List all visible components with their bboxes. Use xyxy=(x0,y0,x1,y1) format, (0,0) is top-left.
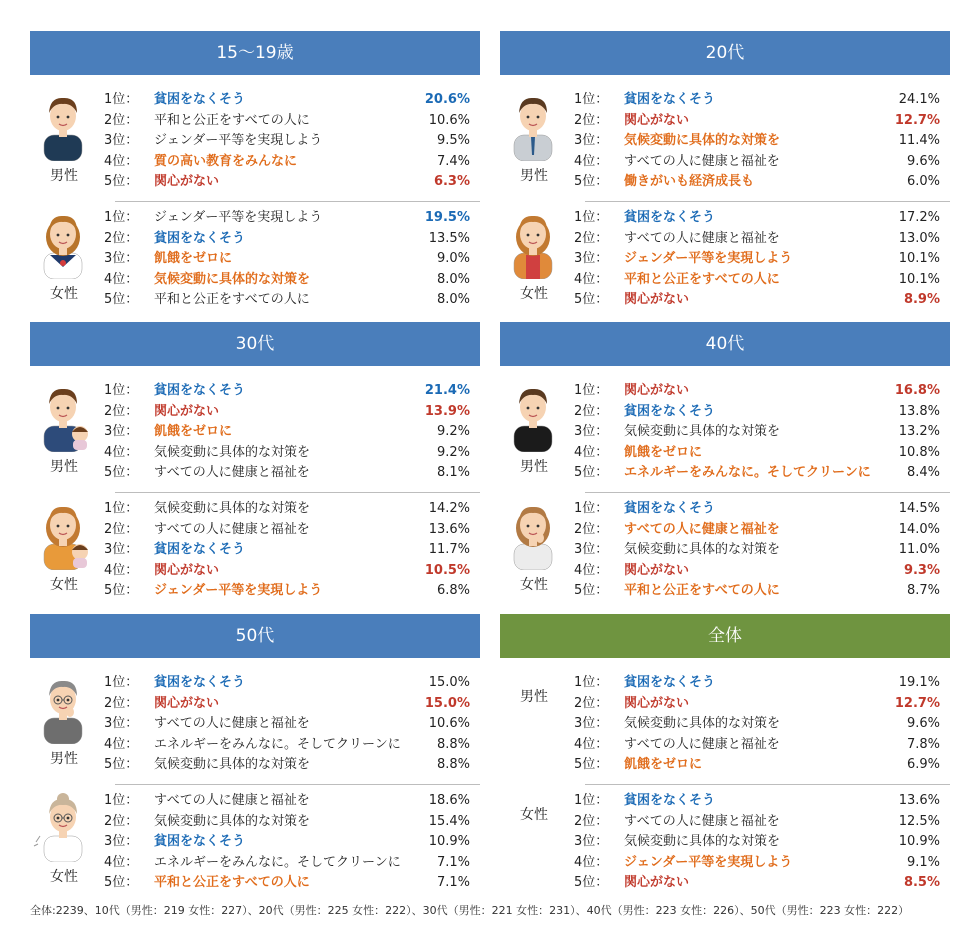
percent-value: 14.2% xyxy=(428,501,470,516)
gender-label: 女性 xyxy=(520,577,548,593)
goal-label: 関心がない xyxy=(624,875,690,891)
rank-label: 4位： xyxy=(104,271,139,287)
rank-label: 5位： xyxy=(574,875,609,891)
rank-label: 5位： xyxy=(104,583,139,599)
panel-title: 20代 xyxy=(500,31,950,75)
goal-label: 関心がない xyxy=(624,695,690,711)
rank-label: 1位： xyxy=(574,210,609,225)
male-group xyxy=(30,380,480,488)
rank-row xyxy=(500,539,950,560)
percent-value: 13.0% xyxy=(898,230,940,246)
goal-label: 気候変動に具体的な対策を xyxy=(624,133,781,149)
rank-label: 5位： xyxy=(574,465,609,481)
rank-row xyxy=(30,693,480,714)
rank-label: 4位： xyxy=(104,736,139,752)
rank-label: 1位： xyxy=(104,92,139,107)
rank-label: 4位： xyxy=(574,271,609,287)
female-group xyxy=(500,207,950,315)
rank-label: 4位： xyxy=(104,153,139,169)
goal-label: ジェンダー平等を実現しよう xyxy=(154,583,323,599)
panel-title: 30代 xyxy=(30,322,480,366)
goal-label: すべての人に健康と福祉を xyxy=(624,736,780,752)
rank-row xyxy=(30,151,480,172)
rank-label: 3位： xyxy=(104,542,139,558)
goal-label: 関心がない xyxy=(154,403,220,419)
goal-label: 気候変動に具体的な対策を xyxy=(154,813,311,829)
rank-row xyxy=(30,790,480,811)
percent-value: 9.2% xyxy=(436,444,470,460)
percent-value: 17.2% xyxy=(898,210,940,225)
rank-label: 2位： xyxy=(104,112,139,128)
rank-row xyxy=(30,852,480,873)
percent-value: 9.2% xyxy=(436,424,470,440)
goal-label: 気候変動に具体的な対策を xyxy=(624,424,781,440)
rank-row xyxy=(500,401,950,422)
rank-label: 3位： xyxy=(574,424,609,440)
rank-label: 2位： xyxy=(104,813,139,829)
rank-row xyxy=(500,734,950,755)
percent-value: 8.8% xyxy=(436,757,470,773)
percent-value: 11.7% xyxy=(428,542,470,558)
gender-label: 男性 xyxy=(50,751,78,767)
gender-label: 男性 xyxy=(50,459,78,475)
goal-label: エネルギーをみんなに。そしてクリーンに xyxy=(154,854,401,870)
percent-value: 9.1% xyxy=(906,854,940,870)
goal-label: 飢餓をゼロに xyxy=(154,424,233,440)
goal-label: 平和と公正をすべての人に xyxy=(154,875,310,891)
rank-row xyxy=(30,872,480,893)
percent-value: 8.7% xyxy=(906,583,940,599)
goal-label: 貧困をなくそう xyxy=(624,92,716,107)
percent-value: 13.9% xyxy=(424,403,470,419)
goal-label: ジェンダー平等を実現しよう xyxy=(154,133,323,149)
percent-value: 7.1% xyxy=(436,875,470,891)
gender-label: 男性 xyxy=(50,168,78,184)
goal-label: 関心がない xyxy=(624,562,690,578)
rank-label: 2位： xyxy=(574,230,609,246)
rank-row xyxy=(30,380,480,401)
percent-value: 12.7% xyxy=(894,695,940,711)
percent-value: 15.0% xyxy=(428,675,470,690)
goal-label: ジェンダー平等を実現しよう xyxy=(624,854,793,870)
percent-value: 8.8% xyxy=(436,736,470,752)
rank-row xyxy=(500,872,950,893)
rank-row xyxy=(500,462,950,483)
goal-label: 質の高い教育をみんなに xyxy=(154,153,298,169)
goal-label: 飢餓をゼロに xyxy=(624,757,703,773)
goal-label: ジェンダー平等を実現しよう xyxy=(624,251,793,267)
rank-label: 5位： xyxy=(104,174,139,190)
rank-row xyxy=(30,289,480,310)
rank-row xyxy=(500,852,950,873)
goal-label: 飢餓をゼロに xyxy=(154,251,233,267)
rank-row xyxy=(30,462,480,483)
group-divider xyxy=(585,784,950,785)
goal-label: 気候変動に具体的な対策を xyxy=(154,757,311,773)
percent-value: 7.4% xyxy=(436,153,470,169)
rank-label: 4位： xyxy=(574,562,609,578)
rank-label: 2位： xyxy=(104,230,139,246)
percent-value: 7.8% xyxy=(906,736,940,752)
rank-row xyxy=(500,89,950,110)
rank-label: 4位： xyxy=(574,153,609,169)
rank-row xyxy=(500,110,950,131)
rank-label: 1位： xyxy=(104,501,139,516)
goal-label: 関心がない xyxy=(624,383,690,398)
percent-value: 15.0% xyxy=(424,695,470,711)
rank-row xyxy=(30,89,480,110)
rank-label: 1位： xyxy=(104,675,139,690)
rank-row xyxy=(500,171,950,192)
rank-label: 3位： xyxy=(574,133,609,149)
goal-label: 気候変動に具体的な対策を xyxy=(624,542,781,558)
rank-row xyxy=(500,380,950,401)
rank-row xyxy=(30,560,480,581)
male-group xyxy=(500,89,950,197)
goal-label: 気候変動に具体的な対策を xyxy=(154,444,311,460)
rank-label: 1位： xyxy=(104,383,139,398)
rank-label: 1位： xyxy=(104,210,139,225)
goal-label: すべての人に健康と福祉を xyxy=(624,521,780,537)
male-group xyxy=(30,672,480,780)
group-divider xyxy=(115,784,480,785)
goal-label: 貧困をなくそう xyxy=(624,501,716,516)
rank-row xyxy=(30,401,480,422)
rank-row xyxy=(30,811,480,832)
rank-row xyxy=(30,519,480,540)
gender-label: 女性 xyxy=(520,286,548,302)
rank-label: 5位： xyxy=(104,465,139,481)
female-group xyxy=(500,498,950,606)
rank-row xyxy=(500,811,950,832)
percent-value: 6.0% xyxy=(906,174,940,190)
percent-value: 6.8% xyxy=(436,583,470,599)
rank-row xyxy=(30,228,480,249)
rank-label: 1位： xyxy=(574,92,609,107)
ranking-panel xyxy=(30,31,480,315)
percent-value: 11.0% xyxy=(898,542,940,558)
rank-row xyxy=(500,269,950,290)
rank-row xyxy=(30,672,480,693)
rank-row xyxy=(500,130,950,151)
rank-row xyxy=(500,207,950,228)
group-divider xyxy=(585,201,950,202)
rank-label: 3位： xyxy=(104,424,139,440)
gender-label: 男性 xyxy=(520,168,548,184)
goal-label: 平和と公正をすべての人に xyxy=(154,292,310,308)
percent-value: 8.0% xyxy=(436,271,470,287)
goal-label: エネルギーをみんなに。そしてクリーンに xyxy=(624,465,871,481)
ranking-panel xyxy=(500,31,950,315)
percent-value: 6.9% xyxy=(906,757,940,773)
percent-value: 10.9% xyxy=(428,834,470,850)
rank-row xyxy=(30,442,480,463)
gender-label: 女性 xyxy=(50,577,78,593)
rank-label: 4位： xyxy=(104,562,139,578)
goal-label: 平和と公正をすべての人に xyxy=(624,271,780,287)
rank-label: 3位： xyxy=(104,716,139,732)
rank-label: 3位： xyxy=(574,251,609,267)
rank-label: 2位： xyxy=(104,695,139,711)
rank-label: 1位： xyxy=(574,383,609,398)
percent-value: 10.6% xyxy=(428,112,470,128)
goal-label: 平和と公正をすべての人に xyxy=(154,112,310,128)
rank-row xyxy=(30,248,480,269)
goal-label: 飢餓をゼロに xyxy=(624,444,703,460)
percent-value: 13.6% xyxy=(898,793,940,808)
female-group xyxy=(500,790,950,898)
percent-value: 9.3% xyxy=(903,562,940,578)
female-group xyxy=(30,207,480,315)
rank-label: 4位： xyxy=(574,736,609,752)
rank-label: 5位： xyxy=(574,292,609,308)
rank-label: 5位： xyxy=(104,292,139,308)
rank-label: 3位： xyxy=(104,834,139,850)
gender-label: 女性 xyxy=(50,869,78,885)
rank-row xyxy=(500,790,950,811)
rank-label: 5位： xyxy=(574,757,609,773)
goal-label: 気候変動に具体的な対策を xyxy=(624,834,781,850)
goal-label: 貧困をなくそう xyxy=(154,383,246,398)
female-group xyxy=(30,790,480,898)
percent-value: 24.1% xyxy=(898,92,940,107)
goal-label: すべての人に健康と福祉を xyxy=(154,793,310,808)
percent-value: 19.1% xyxy=(898,675,940,690)
percent-value: 10.1% xyxy=(898,251,940,267)
percent-value: 20.6% xyxy=(424,92,470,107)
goal-label: ジェンダー平等を実現しよう xyxy=(154,210,323,225)
rank-row xyxy=(30,269,480,290)
percent-value: 9.6% xyxy=(906,716,940,732)
goal-label: 貧困をなくそう xyxy=(154,92,246,107)
percent-value: 10.8% xyxy=(898,444,940,460)
rank-label: 5位： xyxy=(574,174,609,190)
rank-label: 2位： xyxy=(574,112,609,128)
goal-label: 関心がない xyxy=(154,562,220,578)
rank-row xyxy=(30,754,480,775)
goal-label: 働きがいも経済成長も xyxy=(624,174,755,190)
percent-value: 6.3% xyxy=(433,174,470,190)
percent-value: 8.5% xyxy=(903,875,940,891)
rank-row xyxy=(500,831,950,852)
percent-value: 9.5% xyxy=(436,133,470,149)
rank-row xyxy=(500,580,950,601)
ranking-panel xyxy=(500,614,950,898)
goal-label: 貧困をなくそう xyxy=(624,210,716,225)
rank-row xyxy=(30,580,480,601)
male-group xyxy=(500,672,950,780)
female-group xyxy=(30,498,480,606)
rank-label: 5位： xyxy=(574,583,609,599)
rank-row xyxy=(500,693,950,714)
rank-label: 4位： xyxy=(104,444,139,460)
percent-value: 10.9% xyxy=(898,834,940,850)
rank-label: 2位： xyxy=(104,521,139,537)
rank-label: 4位： xyxy=(574,444,609,460)
percent-value: 14.0% xyxy=(898,521,940,537)
percent-value: 13.2% xyxy=(898,424,940,440)
percent-value: 21.4% xyxy=(424,383,470,398)
percent-value: 15.4% xyxy=(428,813,470,829)
rank-row xyxy=(30,734,480,755)
rank-row xyxy=(500,713,950,734)
rank-row xyxy=(500,560,950,581)
rank-label: 1位： xyxy=(574,501,609,516)
rank-row xyxy=(30,498,480,519)
ranking-panel xyxy=(30,614,480,898)
goal-label: 貧困をなくそう xyxy=(624,793,716,808)
rank-row xyxy=(500,442,950,463)
percent-value: 10.1% xyxy=(898,271,940,287)
rank-row xyxy=(500,519,950,540)
goal-label: すべての人に健康と福祉を xyxy=(154,716,310,732)
rank-row xyxy=(30,130,480,151)
goal-label: すべての人に健康と福祉を xyxy=(154,465,310,481)
goal-label: すべての人に健康と福祉を xyxy=(624,230,780,246)
goal-label: 平和と公正をすべての人に xyxy=(624,583,780,599)
percent-value: 10.5% xyxy=(424,562,470,578)
percent-value: 8.4% xyxy=(906,465,940,481)
panel-title: 15〜19歳 xyxy=(30,31,480,75)
rank-row xyxy=(500,289,950,310)
rank-label: 5位： xyxy=(104,875,139,891)
percent-value: 13.8% xyxy=(898,403,940,419)
rank-label: 2位： xyxy=(574,813,609,829)
goal-label: すべての人に健康と福祉を xyxy=(624,813,780,829)
panel-title: 40代 xyxy=(500,322,950,366)
percent-value: 18.6% xyxy=(428,793,470,808)
rank-row xyxy=(500,248,950,269)
gender-label: 女性 xyxy=(520,807,548,823)
gender-label: 女性 xyxy=(50,286,78,302)
percent-value: 13.6% xyxy=(428,521,470,537)
goal-label: エネルギーをみんなに。そしてクリーンに xyxy=(154,736,401,752)
rank-row xyxy=(500,421,950,442)
rank-row xyxy=(30,713,480,734)
goal-label: 関心がない xyxy=(624,112,690,128)
rank-label: 2位： xyxy=(104,403,139,419)
goal-label: 関心がない xyxy=(624,292,690,308)
rank-row xyxy=(30,207,480,228)
percent-value: 12.5% xyxy=(898,813,940,829)
rank-row xyxy=(30,171,480,192)
goal-label: 貧困をなくそう xyxy=(154,542,246,558)
rank-row xyxy=(500,228,950,249)
panel-title: 全体 xyxy=(500,614,950,658)
rank-label: 2位： xyxy=(574,521,609,537)
goal-label: 関心がない xyxy=(154,174,220,190)
percent-value: 16.8% xyxy=(894,383,940,398)
rank-label: 4位： xyxy=(104,854,139,870)
group-divider xyxy=(585,492,950,493)
goal-label: 貧困をなくそう xyxy=(624,675,716,690)
rank-label: 3位： xyxy=(104,251,139,267)
rank-label: 1位： xyxy=(574,675,609,690)
rank-row xyxy=(30,539,480,560)
rank-label: 4位： xyxy=(574,854,609,870)
percent-value: 11.4% xyxy=(898,133,940,149)
sample-size-footnote: 全体:2239、10代（男性：219 女性：227）、20代（男性：225 女性：222）、30代（男性：221 女性：231）、40代（男性：223 女性：226）、50代（男性：223 女性：222） xyxy=(30,904,910,917)
rank-label: 2位： xyxy=(574,403,609,419)
rank-row xyxy=(500,672,950,693)
rank-row xyxy=(500,498,950,519)
ranking-panel xyxy=(30,322,480,606)
rank-label: 2位： xyxy=(574,695,609,711)
rank-label: 5位： xyxy=(104,757,139,773)
goal-label: 気候変動に具体的な対策を xyxy=(624,716,781,732)
rank-row xyxy=(500,754,950,775)
rank-label: 3位： xyxy=(574,716,609,732)
rank-label: 3位： xyxy=(574,834,609,850)
percent-value: 7.1% xyxy=(436,854,470,870)
rank-row xyxy=(500,151,950,172)
gender-label: 男性 xyxy=(520,459,548,475)
rank-label: 3位： xyxy=(104,133,139,149)
percent-value: 8.0% xyxy=(436,292,470,308)
percent-value: 12.7% xyxy=(894,112,940,128)
goal-label: すべての人に健康と福祉を xyxy=(154,521,310,537)
rank-row xyxy=(30,831,480,852)
percent-value: 19.5% xyxy=(424,210,470,225)
gender-label: 男性 xyxy=(520,689,548,705)
goal-label: 関心がない xyxy=(154,695,220,711)
goal-label: 貧困をなくそう xyxy=(154,834,246,850)
percent-value: 9.0% xyxy=(436,251,470,267)
goal-label: 貧困をなくそう xyxy=(154,230,246,246)
rank-label: 1位： xyxy=(104,793,139,808)
panel-title: 50代 xyxy=(30,614,480,658)
percent-value: 8.1% xyxy=(436,465,470,481)
male-group xyxy=(30,89,480,197)
rank-label: 1位： xyxy=(574,793,609,808)
goal-label: 貧困をなくそう xyxy=(154,675,246,690)
goal-label: 気候変動に具体的な対策を xyxy=(154,501,311,516)
rank-row xyxy=(30,110,480,131)
percent-value: 9.6% xyxy=(906,153,940,169)
rank-row xyxy=(30,421,480,442)
group-divider xyxy=(115,201,480,202)
percent-value: 14.5% xyxy=(898,501,940,516)
goal-label: 貧困をなくそう xyxy=(624,403,716,419)
group-divider xyxy=(115,492,480,493)
percent-value: 13.5% xyxy=(428,230,470,246)
goal-label: すべての人に健康と福祉を xyxy=(624,153,780,169)
ranking-panel xyxy=(500,322,950,606)
rank-label: 3位： xyxy=(574,542,609,558)
goal-label: 気候変動に具体的な対策を xyxy=(154,271,311,287)
percent-value: 8.9% xyxy=(903,292,940,308)
male-group xyxy=(500,380,950,488)
percent-value: 10.6% xyxy=(428,716,470,732)
